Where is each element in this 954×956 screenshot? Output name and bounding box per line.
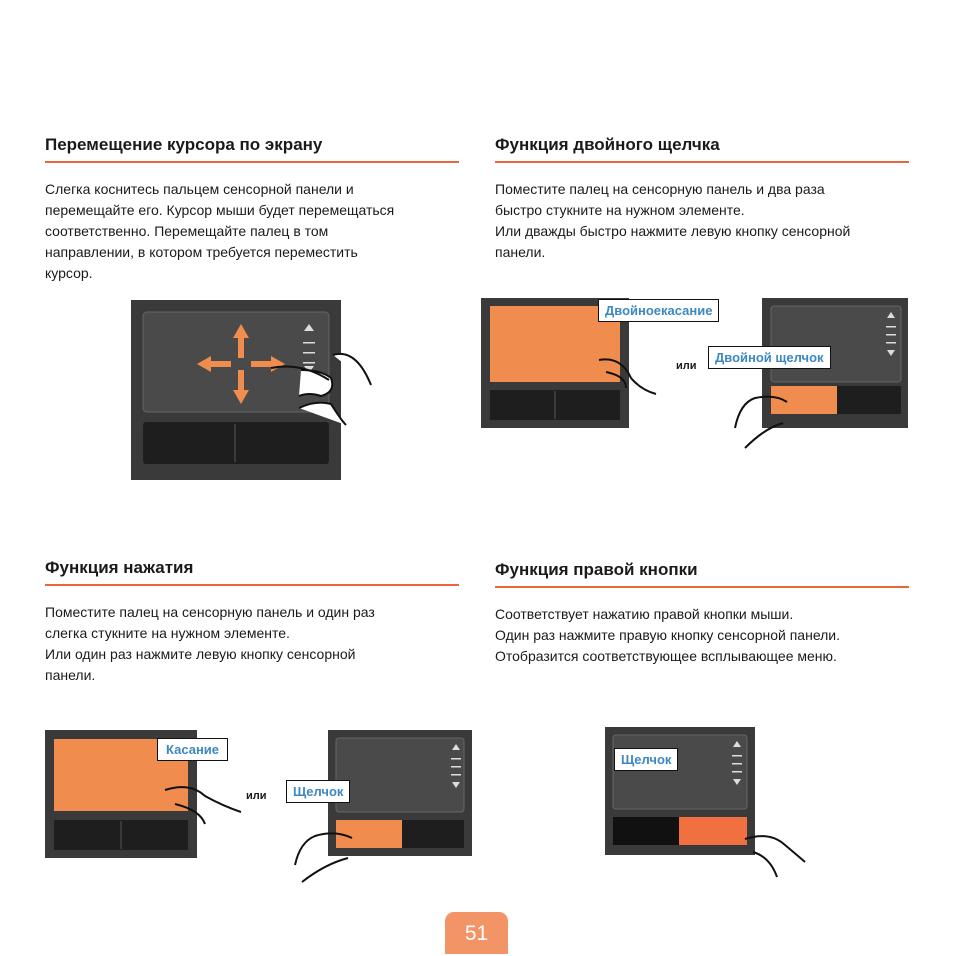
section-body: Слегка коснитесь пальцем сенсорной панели и перемещайте его. Курсор мыши будет перемещаться соответственно. Перемещайте палец в том направлении, в котором требуется переместить курсор. (45, 181, 395, 281)
section-cursor (45, 135, 459, 284)
touchpad-cursor-illustration (131, 300, 391, 480)
section-title: Перемещение курсора по экрану (45, 135, 459, 163)
section-title: Функция двойного щелчка (495, 135, 909, 163)
or-label: или (246, 790, 267, 802)
section-double-click (495, 135, 909, 263)
section-body: Соответствует нажатию правой кнопки мыши. Один раз нажмите правую кнопку сенсорной панели. Отобразится соответствующее всплывающее меню. (495, 606, 841, 664)
callout-click: Щелчок (286, 780, 350, 803)
section-body: Поместите палец на сенсорную панель и два раза быстро стукните на нужном элементе. Или дважды быстро нажмите левую кнопку сенсорной панели. (495, 181, 851, 260)
page-number: 51 (445, 912, 508, 954)
callout-double-click: Двойной щелчок (708, 346, 831, 369)
section-tap (45, 558, 459, 686)
callout-double-tap: Двойноекасание (598, 299, 719, 322)
callout-right-click: Щелчок (614, 748, 678, 771)
section-title: Функция нажатия (45, 558, 459, 586)
touchpad-click-illustration (290, 730, 475, 890)
touchpad-double-click-illustration (725, 298, 910, 458)
section-title: Функция правой кнопки (495, 560, 909, 588)
callout-tap: Касание (157, 738, 228, 761)
section-right-button (495, 560, 909, 667)
or-label: или (676, 360, 697, 372)
section-body: Поместите палец на сенсорную панель и один раз слегка стукните на нужном элементе. Или один раз нажмите левую кнопку сенсорной панели. (45, 604, 375, 683)
